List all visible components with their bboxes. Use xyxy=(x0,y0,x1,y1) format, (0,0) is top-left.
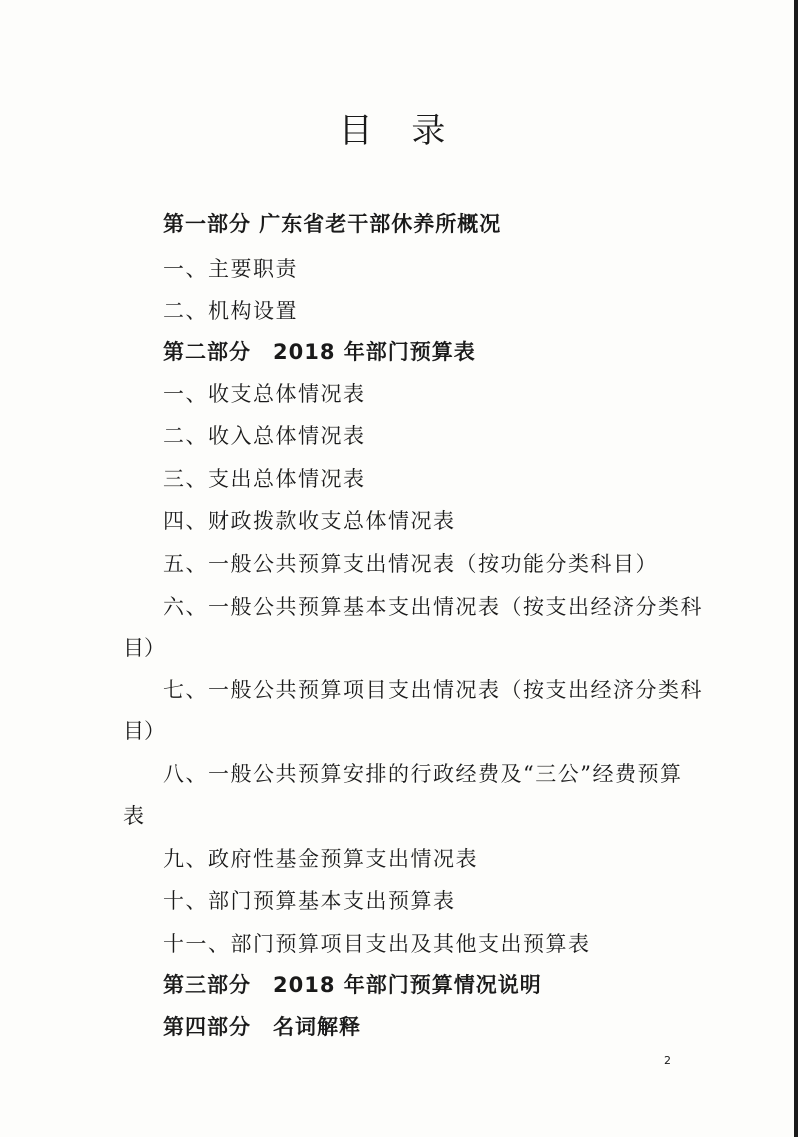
toc-part-2: 第二部分 2018 年部门预算表 xyxy=(163,340,476,364)
page-number: 2 xyxy=(664,1054,671,1067)
toc-item-2-4: 四、财政拨款收支总体情况表 xyxy=(163,509,456,533)
toc-item-organization: 二、机构设置 xyxy=(163,299,298,323)
toc-part-1: 第一部分 广东省老干部休养所概况 xyxy=(163,212,502,236)
toc-part-4: 第四部分 名词解释 xyxy=(163,1015,361,1039)
toc-item-2-9: 九、政府性基金预算支出情况表 xyxy=(163,847,478,871)
toc-item-2-7: 七、一般公共预算项目支出情况表（按支出经济分类科 xyxy=(163,678,703,702)
scan-edge xyxy=(794,0,798,1137)
toc-item-2-6: 六、一般公共预算基本支出情况表（按支出经济分类科 xyxy=(163,595,703,619)
toc-item-2-8-continuation: 表 xyxy=(123,804,144,828)
toc-item-2-1: 一、收支总体情况表 xyxy=(163,382,366,406)
toc-item-responsibilities: 一、主要职责 xyxy=(163,257,298,281)
toc-item-2-5: 五、一般公共预算支出情况表（按功能分类科目） xyxy=(163,552,658,576)
toc-part-3: 第三部分 2018 年部门预算情况说明 xyxy=(163,973,542,997)
toc-item-2-11: 十一、部门预算项目支出及其他支出预算表 xyxy=(163,932,591,956)
toc-item-2-10: 十、部门预算基本支出预算表 xyxy=(163,889,456,913)
toc-item-2-7-continuation: 目） xyxy=(123,719,165,743)
toc-item-2-3: 三、支出总体情况表 xyxy=(163,467,366,491)
toc-item-2-6-continuation: 目） xyxy=(123,636,165,660)
page-title: 目 录 xyxy=(338,111,460,151)
toc-item-2-8: 八、一般公共预算安排的行政经费及“三公”经费预算 xyxy=(163,762,683,786)
toc-item-2-2: 二、收入总体情况表 xyxy=(163,424,366,448)
